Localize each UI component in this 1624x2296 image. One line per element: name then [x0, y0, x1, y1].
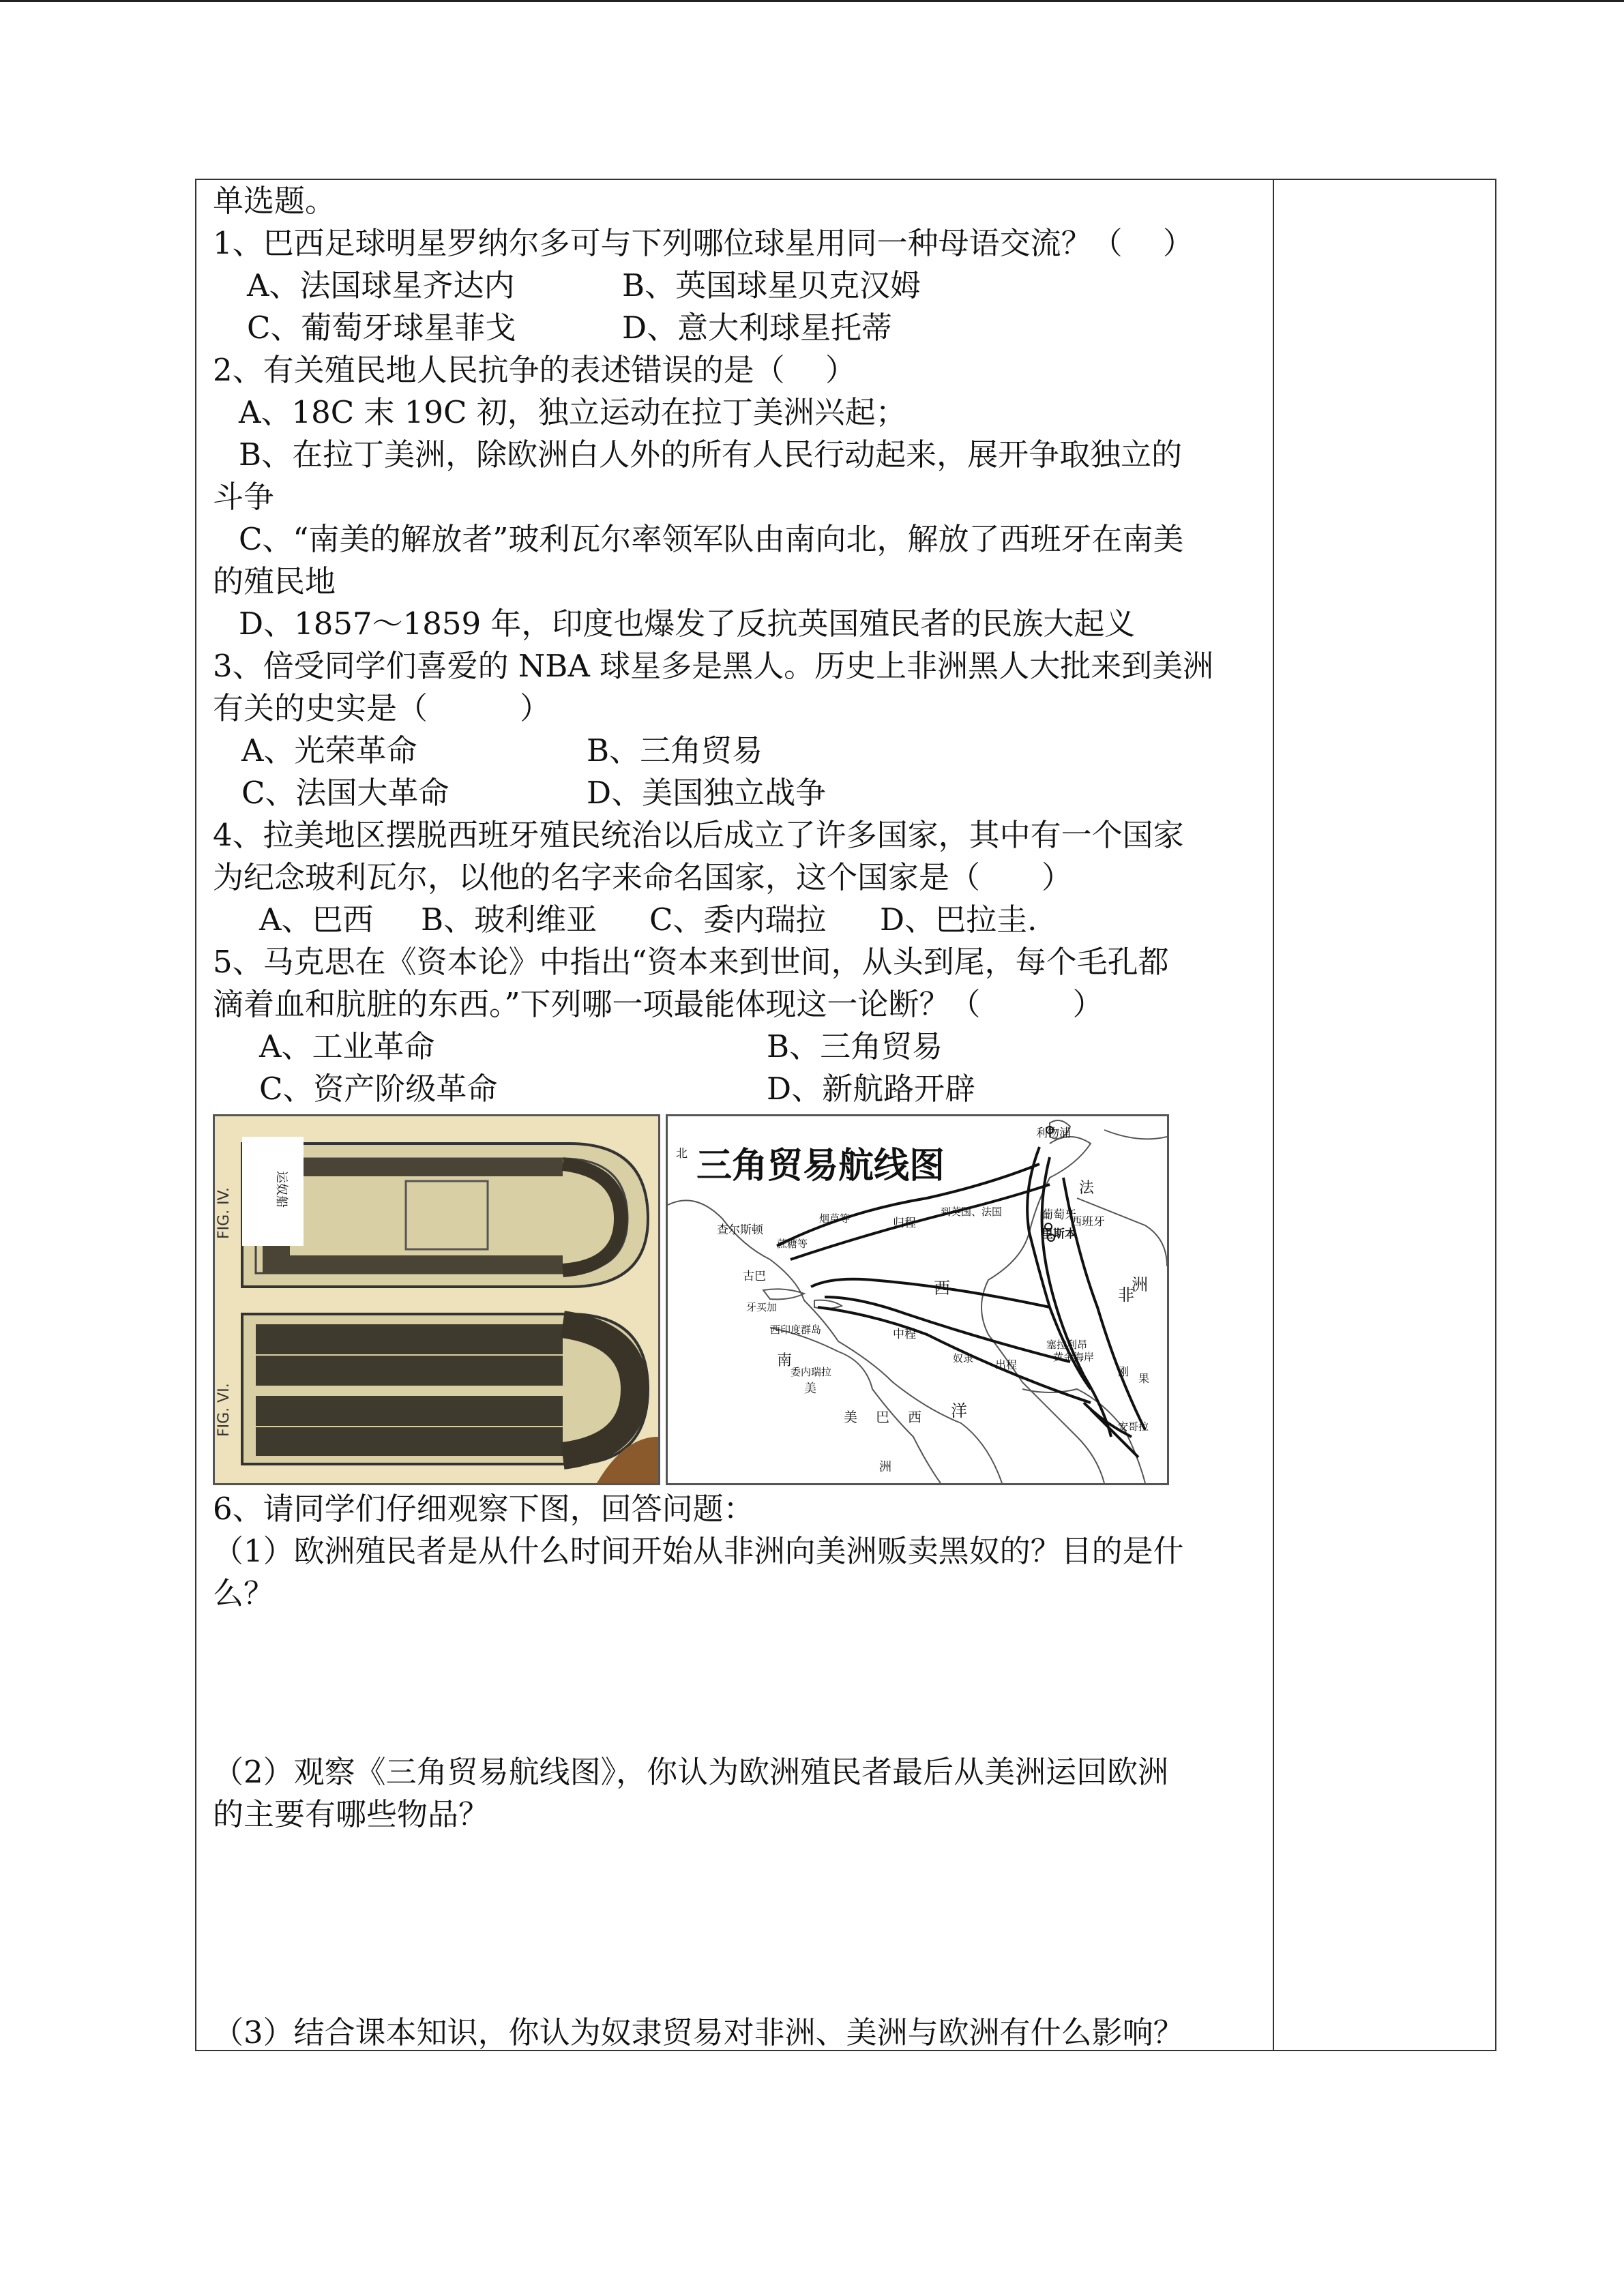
- q1-option-a: A、法国球星齐达内: [247, 267, 515, 303]
- map-label-liverpool: 利物浦: [1036, 1127, 1071, 1140]
- map-label-congo-guo: 果: [1138, 1372, 1150, 1385]
- q4-stem-line1: 4、拉美地区摆脱西班牙殖民统治以后成立了许多国家，其中有一个国家: [213, 817, 1184, 853]
- q6-part2-line2: 的主要有哪些物品？: [213, 1796, 490, 1832]
- q4-option-d: D、巴拉圭.: [880, 901, 1037, 938]
- section-title: 单选题。: [213, 183, 336, 219]
- worksheet-content: [213, 180, 1263, 2054]
- q6-part2-line1: （2）观察《三角贸易航线图》，你认为欧洲殖民者最后从美洲运回欧洲: [213, 1754, 1169, 1790]
- map-label-return: 归程: [893, 1217, 916, 1230]
- q4-option-b: B、玻利维亚: [421, 901, 597, 938]
- q1-option-c: C、葡萄牙球星菲戈: [247, 310, 516, 346]
- q2-option-b-cont: 斗争: [213, 479, 275, 515]
- q3-stem-line1: 3、倍受同学们喜爱的 NBA 球星多是黑人。历史上非洲黑人大批来到美洲: [213, 648, 1214, 684]
- q5-options-row2: [213, 1068, 1263, 1110]
- q2-option-d: D、1857～1859 年，印度也爆发了反抗英国殖民者的民族大起义: [239, 606, 1136, 642]
- q4-option-c: C、委内瑞拉: [649, 901, 827, 938]
- q5-stem-line1: 5、马克思在《资本论》中指出“资本来到世间，从头到尾，每个毛孔都: [213, 944, 1169, 980]
- map-label-america: 美: [804, 1382, 816, 1396]
- q3-option-b: B、三角贸易: [587, 732, 763, 769]
- slave-ship-diagram-image: [213, 1114, 660, 1485]
- map-label-middle-passage: 中程: [893, 1328, 916, 1341]
- q2-option-a: A、18C 末 19C 初，独立运动在拉丁美洲兴起；: [239, 394, 906, 430]
- svg-text:FIG. VI.: FIG. VI.: [216, 1383, 233, 1437]
- map-label-angola: 安哥拉: [1118, 1420, 1149, 1433]
- map-label-sierra-leone: 塞拉利昂: [1046, 1339, 1088, 1351]
- map-label-charleston: 查尔斯顿: [717, 1223, 763, 1237]
- route-map-drawing: [668, 1116, 1167, 1483]
- q4-stem-line2: 为纪念玻利瓦尔，以他的名字来命名国家，这个国家是（ ）: [213, 859, 1073, 895]
- slave-ship-drawing: [215, 1116, 658, 1483]
- q6-stem: 6、请同学们仔细观察下图，回答问题：: [213, 1491, 754, 1527]
- q5-stem-line2: 滴着血和肮脏的东西。”下列哪一项最能体现这一论断？（ ）: [213, 986, 1104, 1022]
- q5-option-c: C、资产阶级革命: [259, 1071, 498, 1107]
- q1-option-b: B、英国球星贝克汉姆: [622, 267, 921, 303]
- q3-stem-line2: 有关的史实是（ ）: [213, 690, 551, 726]
- q1-options-row2: [213, 307, 1263, 349]
- map-label-south: 南: [777, 1352, 793, 1369]
- q5-option-a: A、工业革命: [259, 1028, 435, 1064]
- q2-option-c: C、“南美的解放者”玻利瓦尔率领军队由南向北，解放了西班牙在南美: [239, 521, 1184, 557]
- notes-column-divider: [1273, 179, 1274, 2051]
- map-label-gold-coast: 黄金海岸: [1053, 1351, 1095, 1363]
- map-label-spain: 西班牙: [1070, 1215, 1105, 1229]
- map-label-west-indies: 西印度群岛: [770, 1324, 822, 1336]
- map-label-slaves: 奴隶: [953, 1352, 974, 1365]
- map-label-north: 北: [676, 1147, 688, 1161]
- map-label-brazil-xi: 西: [908, 1409, 921, 1425]
- map-label-france: 法: [1079, 1180, 1095, 1197]
- map-title: 三角贸易航线图: [696, 1146, 945, 1187]
- q3-option-d: D、美国独立战争: [587, 775, 827, 811]
- map-label-zhou: 洲: [879, 1460, 891, 1474]
- map-label-brazil-mei: 美: [844, 1409, 857, 1425]
- map-label-outbound: 出程: [995, 1358, 1018, 1371]
- map-label-congo-gang: 刚: [1118, 1365, 1130, 1378]
- q6-part2-answer-space: [213, 1836, 1263, 2012]
- figures-row: [213, 1114, 1263, 1488]
- map-label-venezuela: 委内瑞拉: [791, 1366, 832, 1378]
- q5-options-row1: [213, 1026, 1263, 1068]
- q2-stem: 2、有关殖民地人民抗争的表述错误的是（ ）: [213, 352, 856, 388]
- map-label-jamaica: 牙买加: [746, 1301, 778, 1313]
- map-label-to-uk-fr: 到英国、法国: [941, 1206, 1003, 1218]
- q3-option-c: C、法国大革命: [241, 775, 449, 811]
- svg-text:运奴船: 运奴船: [274, 1171, 289, 1208]
- q6-part3: （3）结合课本知识，你认为奴隶贸易对非洲、美洲与欧洲有什么影响？: [213, 2014, 1184, 2051]
- triangle-trade-route-map: [666, 1114, 1169, 1485]
- map-label-africa-fei: 非: [1118, 1285, 1134, 1304]
- q6-part1-line2: 么？: [213, 1575, 275, 1611]
- q4-option-a: A、巴西: [259, 901, 374, 938]
- q2-option-b: B、在拉丁美洲，除欧洲白人外的所有人民行动起来，展开争取独立的: [239, 436, 1183, 473]
- map-label-sugar: 蔗糖等: [777, 1238, 808, 1250]
- q1-options-row1: [213, 265, 1263, 307]
- page-top-rule: [0, 0, 1624, 2]
- q3-option-a: A、光荣革命: [241, 732, 417, 769]
- q5-option-b: B、三角贸易: [767, 1028, 943, 1064]
- map-label-brazil-ba: 巴: [876, 1409, 889, 1425]
- q6-part1-answer-space: [213, 1615, 1263, 1751]
- q3-options-row2: [213, 772, 1263, 814]
- map-label-ocean-west: 西: [934, 1279, 950, 1298]
- map-label-africa-zhou: 洲: [1132, 1275, 1148, 1294]
- q4-options-row: [213, 899, 1263, 941]
- map-label-lisbon: 里斯本: [1042, 1227, 1076, 1241]
- map-label-ocean: 洋: [951, 1401, 967, 1420]
- q1-stem: 1、巴西足球明星罗纳尔多可与下列哪位球星用同一种母语交流？（ ）: [213, 225, 1194, 261]
- svg-text:FIG. IV.: FIG. IV.: [216, 1187, 233, 1239]
- q6-part1-line1: （1）欧洲殖民者是从什么时间开始从非洲向美洲贩卖黑奴的？目的是什: [213, 1533, 1184, 1569]
- q5-option-d: D、新航路开辟: [767, 1071, 976, 1107]
- map-label-portugal: 葡萄牙: [1042, 1208, 1076, 1222]
- q2-option-c-cont: 的殖民地: [213, 563, 336, 599]
- map-label-cuba: 古巴: [743, 1270, 766, 1283]
- q1-option-d: D、意大利球星托蒂: [622, 310, 893, 346]
- map-label-tobacco: 烟草等: [819, 1212, 851, 1225]
- q3-options-row1: [213, 730, 1263, 772]
